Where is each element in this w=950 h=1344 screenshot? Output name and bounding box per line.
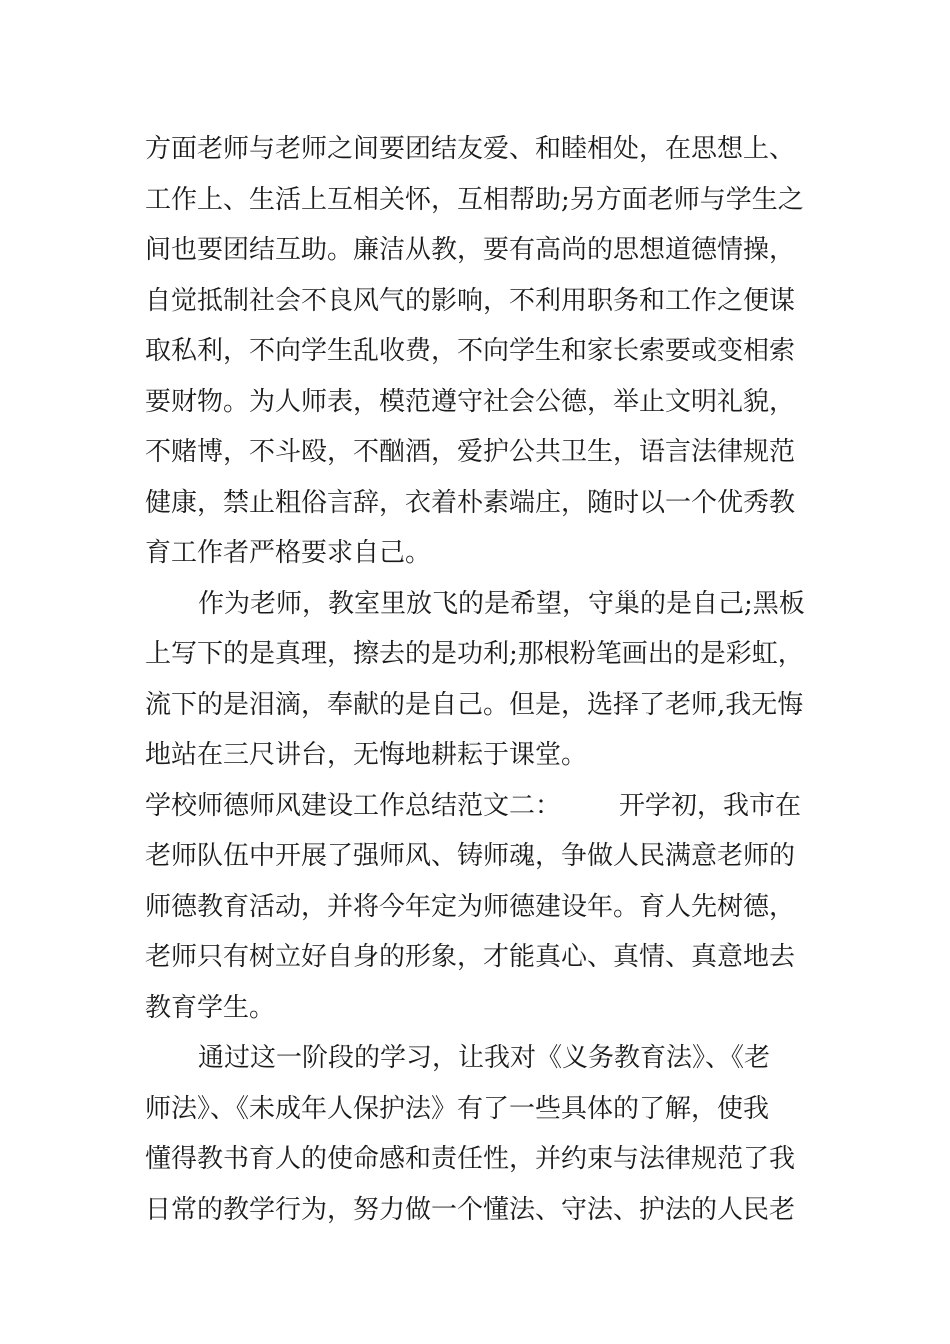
text-line: 上写下的是真理，擦去的是功利;那根粉笔画出的是彩虹，: [145, 639, 804, 669]
text-line: 方面老师与老师之间要团结友爱、和睦相处，在思想上、: [145, 134, 796, 164]
text-line: 师德教育活动，并将今年定为师德建设年。育人先树德，: [145, 891, 796, 922]
text-line: 日常的教学行为，努力做一个懂法、守法、护法的人民老: [145, 1194, 796, 1225]
text-line: 老师队伍中开展了强师风、铸师魂，争做人民满意老师的: [145, 841, 796, 871]
text-line: 间也要团结互助。廉洁从教，要有高尚的思想道德情操，: [145, 235, 796, 265]
text-line: 取私利，不向学生乱收费，不向学生和家长索要或变相索: [145, 336, 796, 366]
paragraph-first-line: 通过这一阶段的学习，让我对《义务教育法》、《老: [198, 1043, 771, 1073]
text-line: 流下的是泪滴，奉献的是自己。但是，选择了老师,我无悔: [145, 689, 804, 720]
text-line: 工作上、生活上互相关怀，互相帮助;另方面老师与学生之: [145, 184, 804, 215]
text-line: 不赌博，不斗殴，不酗酒，爱护公共卫生，语言法律规范: [145, 437, 796, 467]
heading-continuation: 开学初，我市在: [619, 790, 802, 821]
text-line: 自觉抵制社会不良风气的影响，不利用职务和工作之便谋: [145, 285, 796, 316]
text-line: 要财物。为人师表，模范遵守社会公德，举止文明礼貌，: [145, 386, 796, 417]
section-heading: 学校师德师风建设工作总结范文二：: [145, 790, 562, 821]
section-heading-line: [145, 781, 825, 832]
paragraph-first-line: 作为老师，教室里放飞的是希望，守巢的是自己;黑板: [198, 588, 805, 619]
text-line: 教育学生。: [145, 992, 276, 1023]
text-line: 健康，禁止粗俗言辞，衣着朴素端庄，随时以一个优秀教: [145, 487, 796, 518]
text-line: 懂得教书育人的使命感和责任性，并约束与法律规范了我: [145, 1144, 796, 1174]
text-line: 育工作者严格要求自己。: [145, 538, 432, 568]
text-line: 师法》、《未成年人保护法》有了一些具体的了解，使我: [145, 1093, 770, 1124]
text-line: 老师只有树立好自身的形象，才能真心、真情、真意地去: [145, 942, 796, 972]
document-body: [145, 124, 825, 1235]
text-line: 地站在三尺讲台，无悔地耕耘于课堂。: [145, 740, 588, 770]
